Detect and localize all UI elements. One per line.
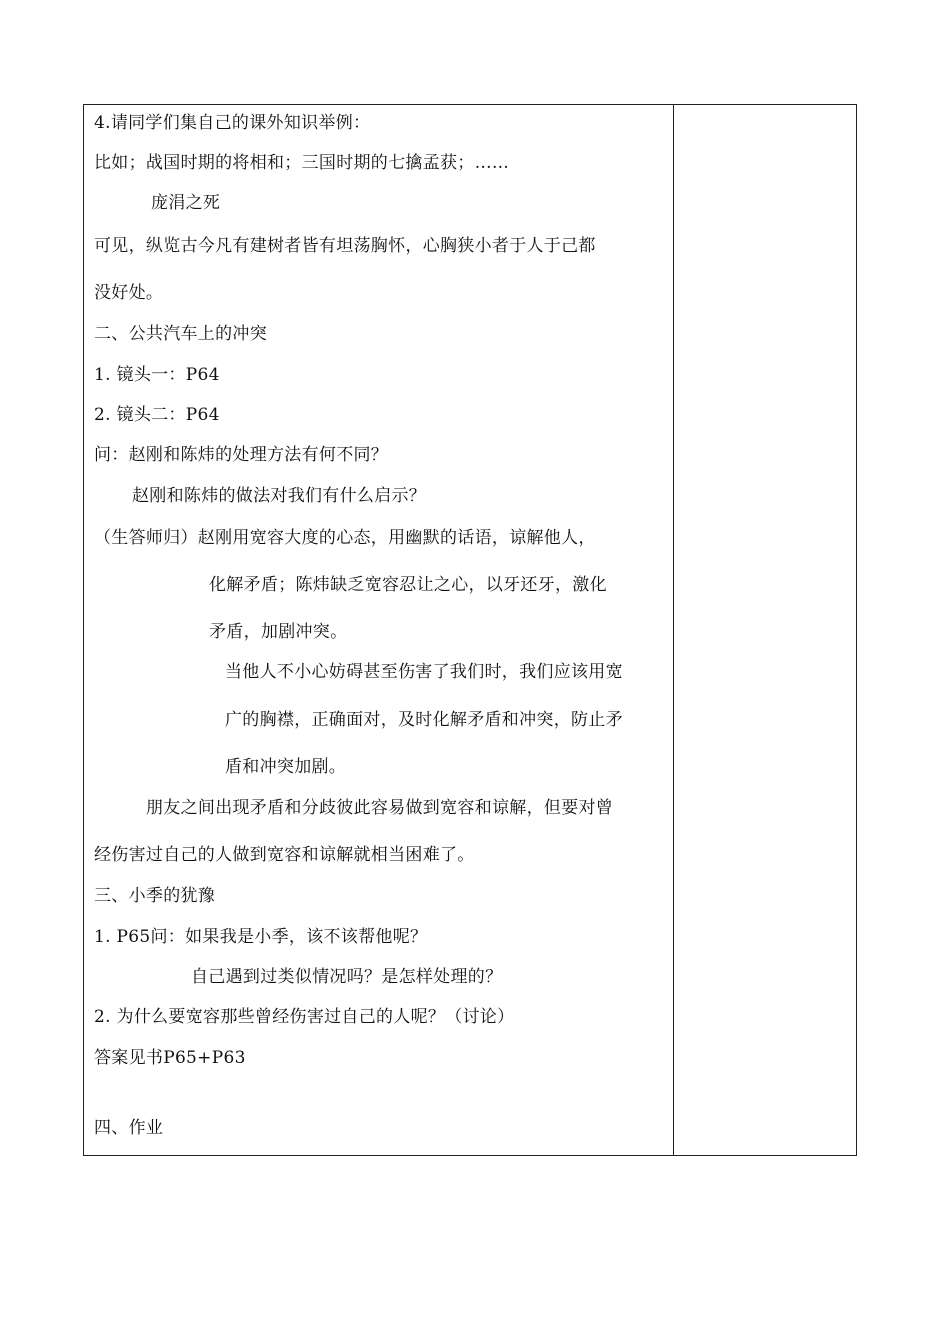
text-line: 化解矛盾；陈炜缺乏宽容忍让之心，以牙还牙，激化 — [209, 575, 607, 595]
column-divider — [673, 105, 674, 1155]
text-line: 1. 镜头一：P64 — [94, 365, 220, 385]
text-line: 自己遇到过类似情况吗？是怎样处理的？ — [191, 967, 503, 987]
text-line: 经伤害过自己的人做到宽容和谅解就相当困难了。 — [94, 845, 475, 865]
text-line: （生答师归）赵刚用宽容大度的心态，用幽默的话语，谅解他人， — [94, 528, 596, 548]
text-line: 比如；战国时期的将相和；三国时期的七擒孟获；…… — [94, 153, 510, 173]
text-line: 答案见书P65+P63 — [94, 1048, 246, 1068]
text-line: 1. P65问：如果我是小季，该不该帮他呢？ — [94, 927, 428, 947]
text-line: 赵刚和陈炜的做法对我们有什么启示？ — [132, 486, 427, 506]
text-line: 可见，纵览古今凡有建树者皆有坦荡胸怀，心胸狭小者于人于己都 — [94, 236, 596, 256]
section-heading: 四、作业 — [94, 1118, 164, 1138]
section-heading: 二、公共汽车上的冲突 — [94, 324, 267, 344]
lesson-plan-table — [83, 104, 857, 1156]
text-line: 朋友之间出现矛盾和分歧彼此容易做到宽容和谅解，但要对曾 — [146, 798, 614, 818]
text-line: 问：赵刚和陈炜的处理方法有何不同？ — [94, 445, 389, 465]
text-line: 2. 镜头二：P64 — [94, 405, 220, 425]
text-line: 4.请同学们集自己的课外知识举例： — [94, 113, 371, 133]
text-line: 矛盾，加剧冲突。 — [209, 622, 348, 642]
text-line: 盾和冲突加剧。 — [225, 757, 347, 777]
text-line: 当他人不小心妨碍甚至伤害了我们时，我们应该用宽 — [225, 662, 623, 682]
text-line: 广的胸襟，正确面对，及时化解矛盾和冲突，防止矛 — [225, 710, 623, 730]
section-heading: 三、小季的犹豫 — [94, 886, 216, 906]
text-line: 2. 为什么要宽容那些曾经伤害过自己的人呢？（讨论） — [94, 1007, 515, 1027]
text-line: 庞涓之死 — [151, 193, 221, 213]
text-line: 没好处。 — [94, 283, 164, 303]
